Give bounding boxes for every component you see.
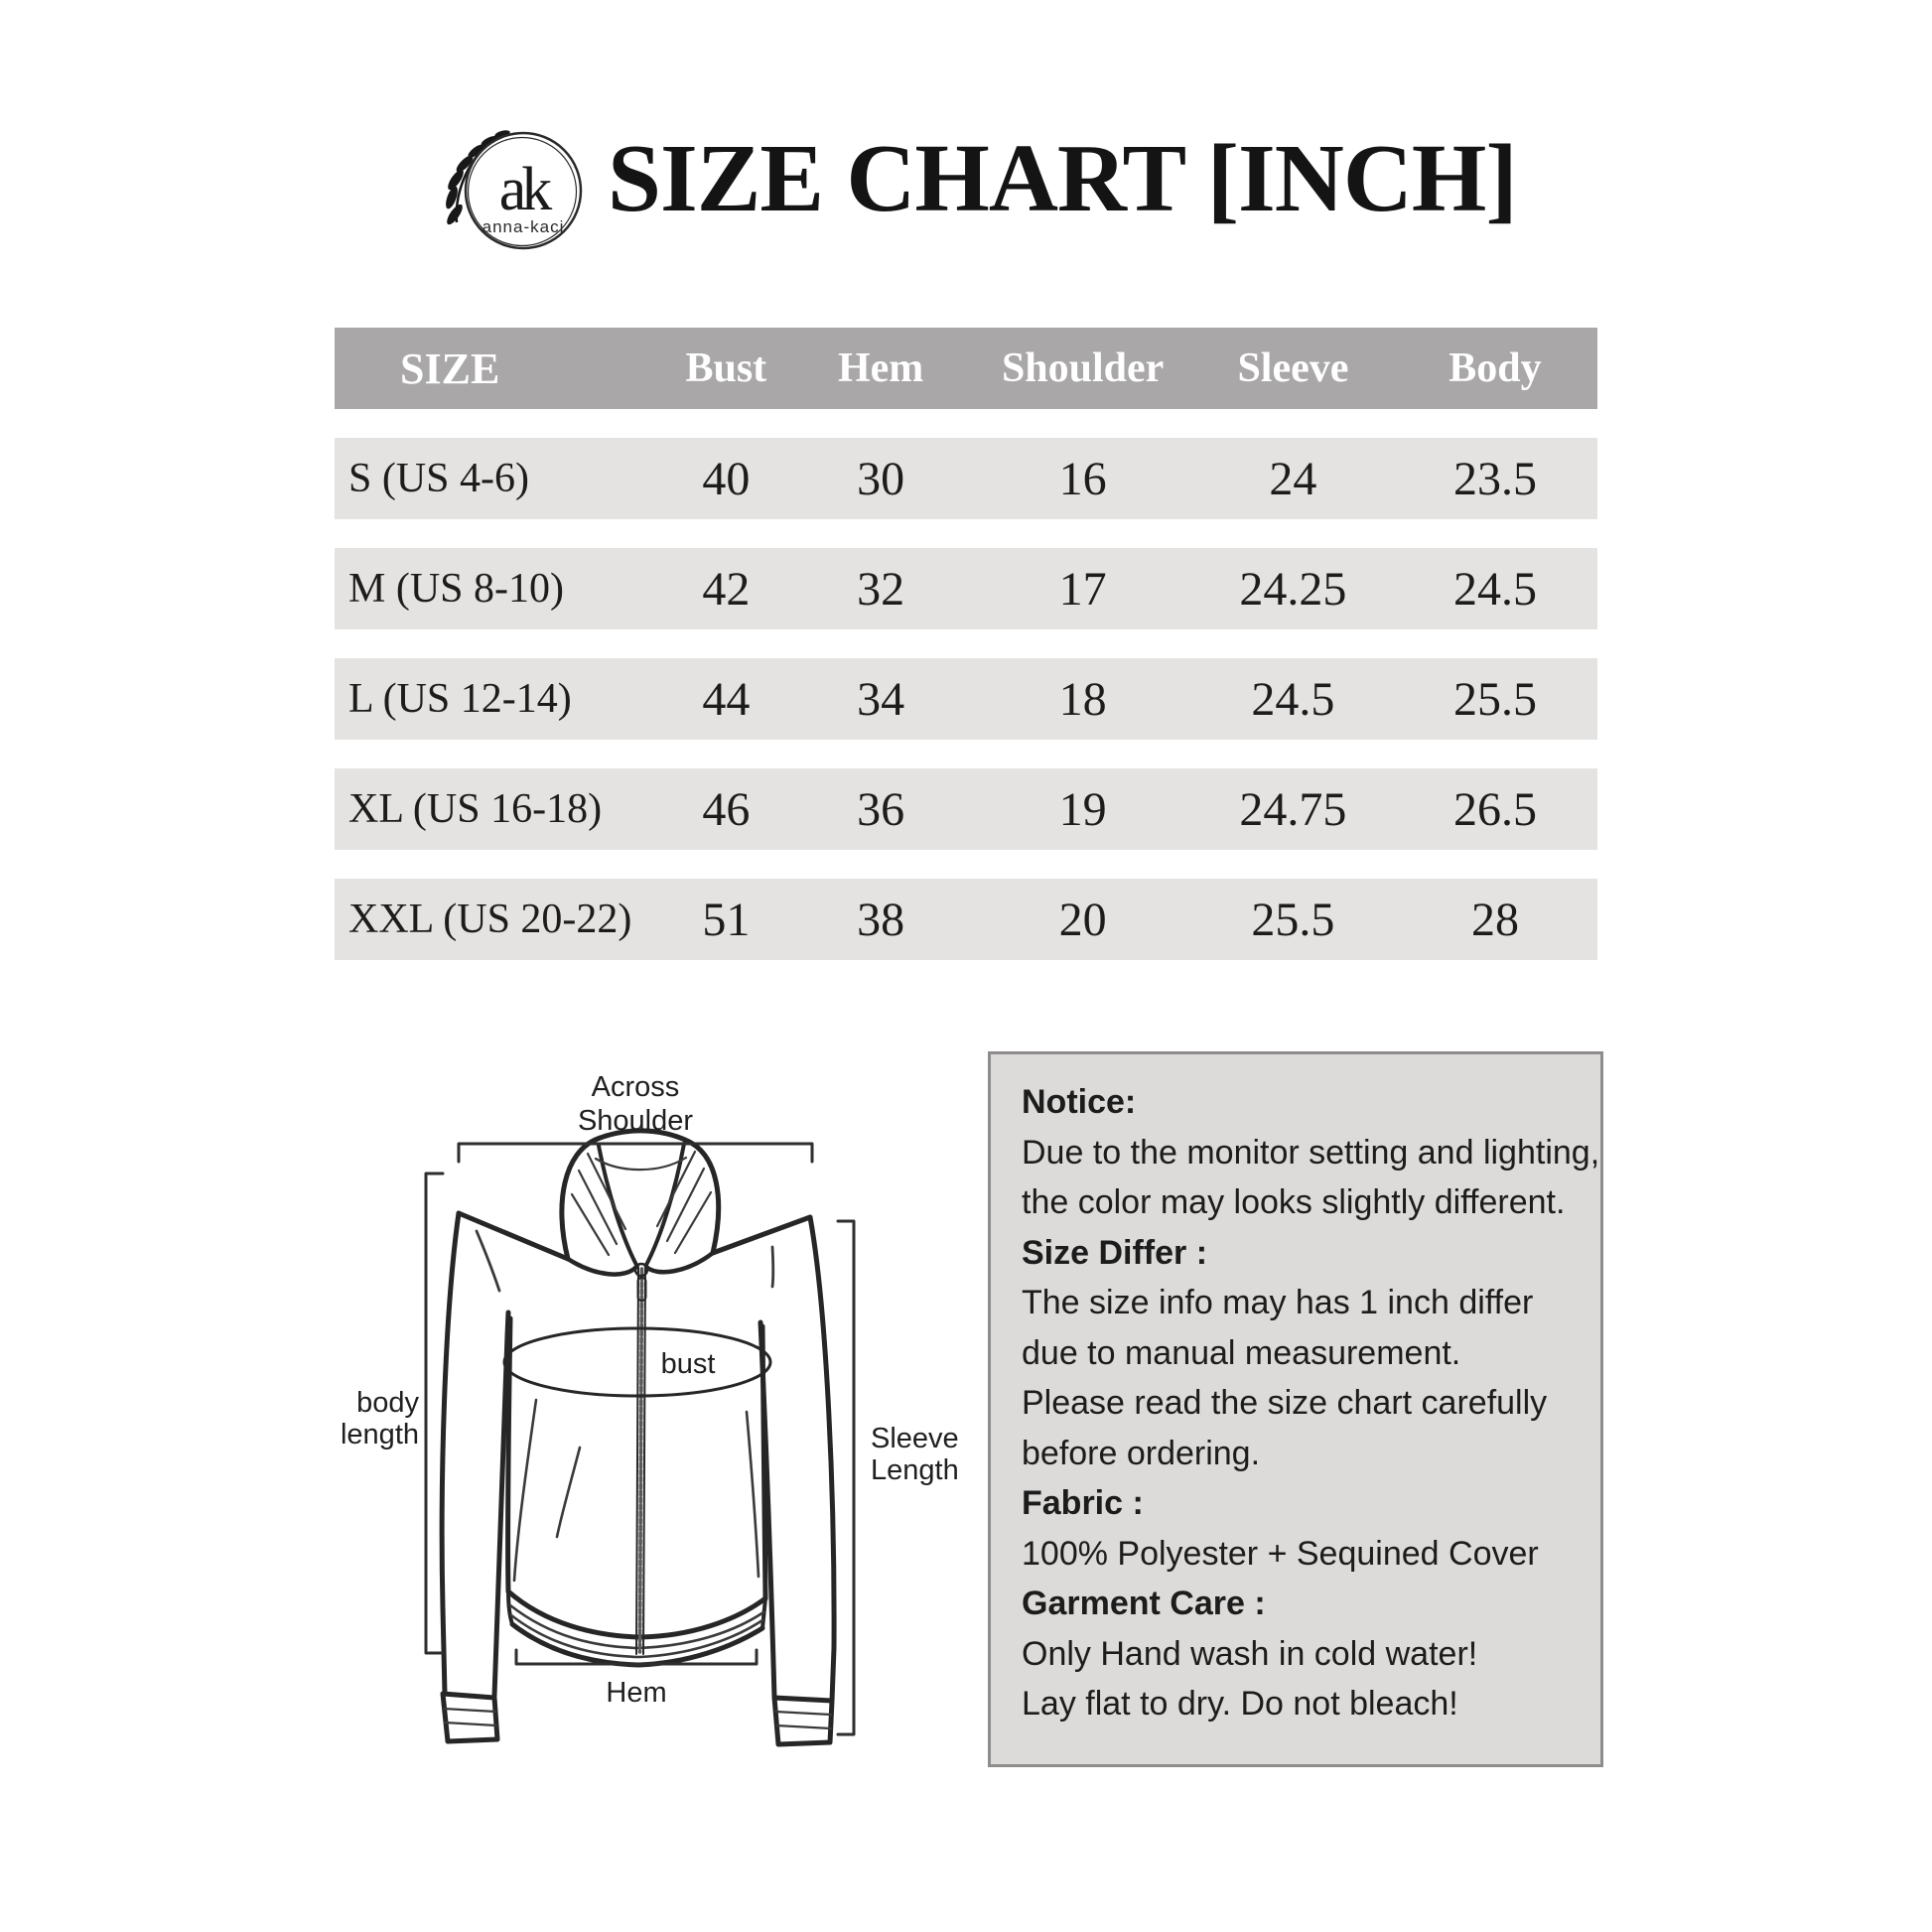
logo-brand-name: anna-kaci xyxy=(482,217,565,236)
table-header-row xyxy=(335,328,1597,409)
size-label: S (US 4-6) xyxy=(348,456,530,501)
size-table xyxy=(335,328,1597,960)
bust-value: 42 xyxy=(702,562,751,616)
col-header-body: Body xyxy=(1449,345,1542,391)
sleeve-value: 24.75 xyxy=(1239,782,1347,836)
notice-heading: Notice: xyxy=(1022,1083,1137,1121)
bust-value: 51 xyxy=(702,893,751,946)
body-value: 24.5 xyxy=(1452,562,1537,616)
sleeve-length-label-line2: Length xyxy=(871,1454,959,1486)
table-row-s xyxy=(335,438,1597,519)
brand-logo xyxy=(427,111,606,270)
shoulder-value: 16 xyxy=(1058,452,1107,505)
size-differ-text: before ordering. xyxy=(1022,1434,1261,1472)
sleeve-length-bracket xyxy=(838,1221,854,1734)
col-header-size: SIZE xyxy=(400,344,500,393)
shoulder-value: 18 xyxy=(1058,672,1107,726)
body-value: 28 xyxy=(1470,893,1519,946)
garment-care-text: Only Hand wash in cold water! xyxy=(1022,1634,1478,1673)
table-row-xxl xyxy=(335,879,1597,960)
size-label: XXL (US 20-22) xyxy=(348,897,632,942)
col-header-bust: Bust xyxy=(685,345,767,391)
hem-value: 30 xyxy=(857,452,905,505)
col-header-shoulder: Shoulder xyxy=(1001,345,1165,391)
hem-value: 36 xyxy=(857,782,905,836)
size-differ-text: Please read the size chart carefully xyxy=(1022,1384,1548,1422)
sleeve-value: 24.5 xyxy=(1251,672,1335,726)
hem-label: Hem xyxy=(606,1677,667,1709)
sleeve-value: 24 xyxy=(1269,452,1317,505)
notice-text: Due to the monitor setting and lighting, xyxy=(1022,1133,1600,1172)
fabric-text: 100% Polyester + Sequined Cover xyxy=(1022,1534,1539,1573)
table-row-xl xyxy=(335,768,1597,850)
across-shoulder-label-line2: Shoulder xyxy=(577,1105,694,1137)
size-label: L (US 12-14) xyxy=(348,676,572,722)
sleeve-value: 24.25 xyxy=(1239,562,1347,616)
size-differ-text: The size info may has 1 inch differ xyxy=(1022,1284,1534,1321)
logo-monogram: ak xyxy=(498,156,548,223)
notice-box xyxy=(988,1051,1603,1767)
body-length-label-line1: body xyxy=(356,1387,419,1419)
body-value: 26.5 xyxy=(1452,782,1537,836)
notice-text: the color may looks slightly different. xyxy=(1022,1183,1566,1221)
table-row-l xyxy=(335,658,1597,740)
sleeve-length-label-line1: Sleeve xyxy=(871,1423,959,1454)
size-label: M (US 8-10) xyxy=(348,566,564,612)
size-differ-text: due to manual measurement. xyxy=(1022,1333,1461,1372)
bust-value: 40 xyxy=(702,452,751,505)
size-label: XL (US 16-18) xyxy=(348,786,603,832)
col-header-hem: Hem xyxy=(837,345,924,391)
body-value: 23.5 xyxy=(1452,452,1537,505)
zipper xyxy=(635,1264,647,1654)
col-header-sleeve: Sleeve xyxy=(1237,345,1349,391)
table-row-m xyxy=(335,548,1597,629)
size-differ-heading: Size Differ : xyxy=(1022,1233,1208,1272)
garment-diagram xyxy=(298,1052,993,1926)
sleeve-value: 25.5 xyxy=(1251,893,1335,946)
bust-label: bust xyxy=(660,1348,716,1380)
garment-care-text: Lay flat to dry. Do not bleach! xyxy=(1022,1685,1458,1723)
shoulder-value: 20 xyxy=(1058,893,1107,946)
shoulder-value: 19 xyxy=(1058,782,1107,836)
garment-care-heading: Garment Care : xyxy=(1022,1585,1266,1622)
hem-value: 32 xyxy=(857,562,905,616)
body-length-label-line2: length xyxy=(340,1419,419,1450)
bust-value: 46 xyxy=(702,782,751,836)
page-title: SIZE CHART [INCH] xyxy=(608,125,1517,231)
hem-value: 34 xyxy=(857,672,905,726)
body-value: 25.5 xyxy=(1452,672,1537,726)
across-shoulder-bracket xyxy=(459,1144,812,1162)
across-shoulder-label-line1: Across xyxy=(591,1071,680,1103)
hem-value: 38 xyxy=(857,893,905,946)
bust-value: 44 xyxy=(702,672,751,726)
fabric-heading: Fabric : xyxy=(1022,1484,1144,1522)
shoulder-value: 17 xyxy=(1058,562,1107,616)
